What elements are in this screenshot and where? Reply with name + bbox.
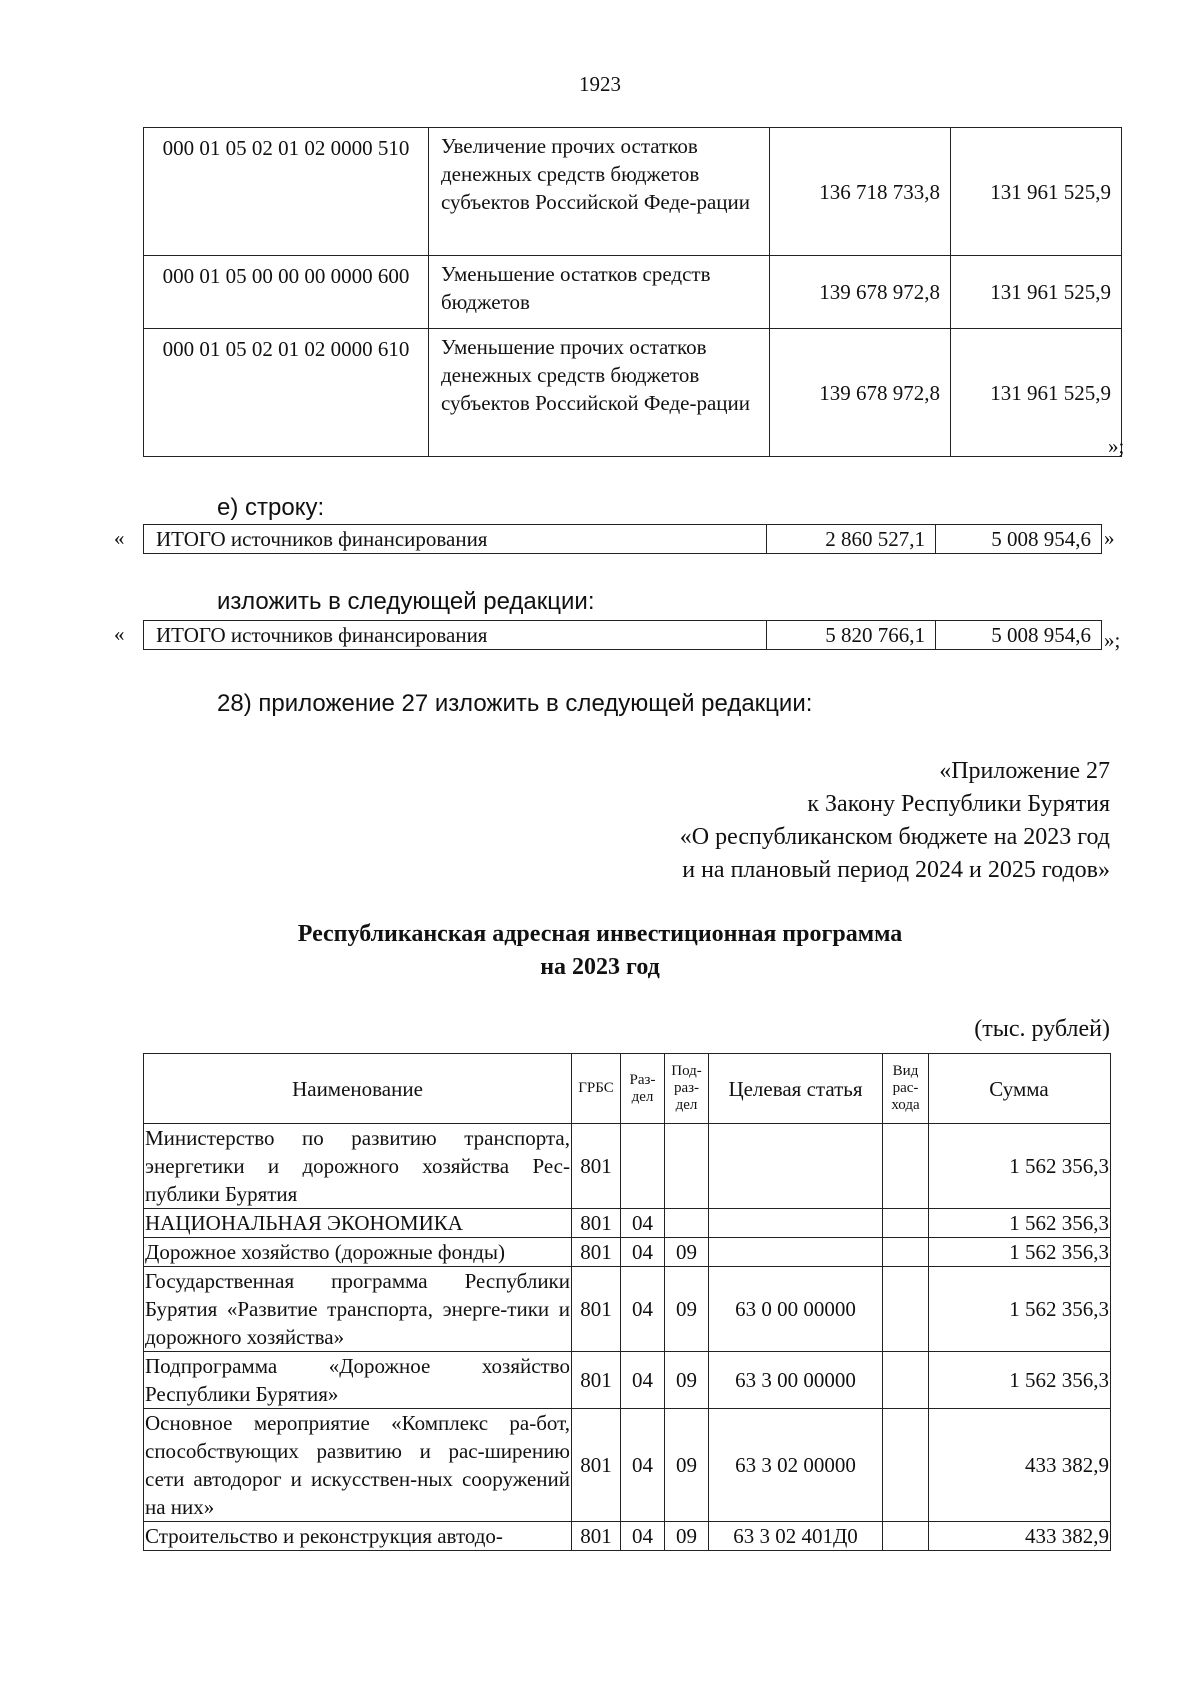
appendix-line: «О республиканском бюджете на 2023 год <box>679 824 1110 850</box>
name-cell: Дорожное хозяйство (дорожные фонды) <box>144 1238 572 1267</box>
name-cell: Увеличение прочих остатков денежных средств бюджетов субъектов Российской Феде-рации <box>429 128 770 256</box>
razdel-cell: 04 <box>621 1409 665 1522</box>
page-number: 1923 <box>579 72 621 96</box>
table-row <box>144 128 1122 256</box>
target-cell <box>709 1238 883 1267</box>
item-28: 28) приложение 27 изложить в следующей редакции: <box>217 690 813 717</box>
appendix-line: и на плановый период 2024 и 2025 годов» <box>682 857 1110 883</box>
value-2025-cell: 131 961 525,9 <box>951 329 1122 457</box>
sum-cell: 1 562 356,3 <box>929 1209 1111 1238</box>
target-cell: 63 3 02 401Д0 <box>709 1522 883 1551</box>
close-quote: » <box>1104 526 1115 550</box>
header-name: Наименование <box>144 1054 572 1124</box>
name-cell: Подпрограмма «Дорожное хозяйство Республики Бурятия» <box>144 1352 572 1409</box>
itogo-new-table <box>143 620 1102 650</box>
name-cell: Основное мероприятие «Комплекс ра-бот, способствующих развитию и рас-ширению сети автодорог и искусствен-ных сооружений на них» <box>144 1409 572 1522</box>
vid-cell <box>883 1522 929 1551</box>
title-line: Республиканская адресная инвестиционная программа <box>297 921 903 947</box>
grbs-cell: 801 <box>572 1124 621 1209</box>
razdel-cell: 04 <box>621 1238 665 1267</box>
header-target: Целевая статья <box>709 1054 883 1124</box>
code-cell: 000 01 05 02 01 02 0000 610 <box>144 329 429 457</box>
podrazdel-cell: 09 <box>665 1267 709 1352</box>
itogo-value-1: 5 820 766,1 <box>767 621 936 650</box>
header-row <box>144 1054 1111 1124</box>
podrazdel-cell: 09 <box>665 1352 709 1409</box>
podrazdel-cell <box>665 1124 709 1209</box>
vid-cell <box>883 1409 929 1522</box>
podrazdel-cell: 09 <box>665 1238 709 1267</box>
razdel-cell <box>621 1124 665 1209</box>
grbs-cell: 801 <box>572 1267 621 1352</box>
header-grbs: ГРБС <box>572 1054 621 1124</box>
vid-cell <box>883 1124 929 1209</box>
closing-quote: »; <box>1108 434 1125 458</box>
sum-cell: 1 562 356,3 <box>929 1267 1111 1352</box>
itogo-name: ИТОГО источников финансирования <box>144 621 767 650</box>
table-row <box>144 1522 1111 1551</box>
razdel-cell: 04 <box>621 1522 665 1551</box>
name-cell: Министерство по развитию транспорта, энергетики и дорожного хозяйства Рес-публики Бурятия <box>144 1124 572 1209</box>
grbs-cell: 801 <box>572 1209 621 1238</box>
vid-cell <box>883 1352 929 1409</box>
appendix-line: к Закону Республики Бурятия <box>807 791 1110 817</box>
grbs-cell: 801 <box>572 1522 621 1551</box>
target-cell: 63 0 00 00000 <box>709 1267 883 1352</box>
table-row <box>144 525 1102 554</box>
vid-cell <box>883 1238 929 1267</box>
name-cell: Строительство и реконструкция автодо- <box>144 1522 572 1551</box>
grbs-cell: 801 <box>572 1238 621 1267</box>
table-row <box>144 1409 1111 1522</box>
sources-table <box>143 127 1125 458</box>
podrazdel-cell <box>665 1209 709 1238</box>
target-cell: 63 3 02 00000 <box>709 1409 883 1522</box>
appendix-line: «Приложение 27 <box>939 758 1110 784</box>
razdel-cell: 04 <box>621 1352 665 1409</box>
value-2024-cell: 139 678 972,8 <box>770 256 951 329</box>
sum-cell: 1 562 356,3 <box>929 1352 1111 1409</box>
header-vid: Вид рас-хода <box>883 1054 929 1124</box>
table-row <box>144 329 1122 457</box>
itogo-name: ИТОГО источников финансирования <box>144 525 767 554</box>
itogo-value-1: 2 860 527,1 <box>767 525 936 554</box>
target-cell: 63 3 00 00000 <box>709 1352 883 1409</box>
target-cell <box>709 1209 883 1238</box>
razdel-cell: 04 <box>621 1209 665 1238</box>
podrazdel-cell: 09 <box>665 1522 709 1551</box>
sum-cell: 1 562 356,3 <box>929 1124 1111 1209</box>
table-row <box>144 1124 1111 1209</box>
open-quote: « <box>114 526 125 550</box>
appendix-header <box>680 755 1110 887</box>
itogo-value-2: 5 008 954,6 <box>936 525 1102 554</box>
table-row <box>144 256 1122 329</box>
grbs-cell: 801 <box>572 1409 621 1522</box>
clause-e: е) строку: <box>217 494 325 521</box>
razdel-cell: 04 <box>621 1267 665 1352</box>
itogo-old-table <box>143 524 1102 554</box>
table-row <box>144 1267 1111 1352</box>
itogo-value-2: 5 008 954,6 <box>936 621 1102 650</box>
sum-cell: 433 382,9 <box>929 1409 1111 1522</box>
value-2025-cell: 131 961 525,9 <box>951 256 1122 329</box>
vid-cell <box>883 1209 929 1238</box>
close-quote: »; <box>1104 628 1121 652</box>
code-cell: 000 01 05 00 00 00 0000 600 <box>144 256 429 329</box>
name-cell: НАЦИОНАЛЬНАЯ ЭКОНОМИКА <box>144 1209 572 1238</box>
name-cell: Государственная программа Республики Бурятия «Развитие транспорта, энерге-тики и дорожного хозяйства» <box>144 1267 572 1352</box>
header-sum: Сумма <box>929 1054 1111 1124</box>
header-razdel: Раз-дел <box>621 1054 665 1124</box>
value-2025-cell: 131 961 525,9 <box>951 128 1122 256</box>
value-2024-cell: 139 678 972,8 <box>770 329 951 457</box>
open-quote: « <box>114 622 125 646</box>
header-podrazdel: Под-раз-дел <box>665 1054 709 1124</box>
replace-text: изложить в следующей редакции: <box>217 588 595 615</box>
table-row <box>144 1238 1111 1267</box>
title-line: на 2023 год <box>540 954 660 980</box>
table-row <box>144 1209 1111 1238</box>
table-row <box>144 1352 1111 1409</box>
name-cell: Уменьшение прочих остатков денежных средств бюджетов субъектов Российской Феде-рации <box>429 329 770 457</box>
podrazdel-cell: 09 <box>665 1409 709 1522</box>
sum-cell: 1 562 356,3 <box>929 1238 1111 1267</box>
units-label: (тыс. рублей) <box>974 1016 1110 1042</box>
sum-cell: 433 382,9 <box>929 1522 1111 1551</box>
vid-cell <box>883 1267 929 1352</box>
program-table <box>143 1053 1111 1551</box>
value-2024-cell: 136 718 733,8 <box>770 128 951 256</box>
document-title <box>0 918 1200 984</box>
grbs-cell: 801 <box>572 1352 621 1409</box>
name-cell: Уменьшение остатков средств бюджетов <box>429 256 770 329</box>
code-cell: 000 01 05 02 01 02 0000 510 <box>144 128 429 256</box>
table-row <box>144 621 1102 650</box>
target-cell <box>709 1124 883 1209</box>
